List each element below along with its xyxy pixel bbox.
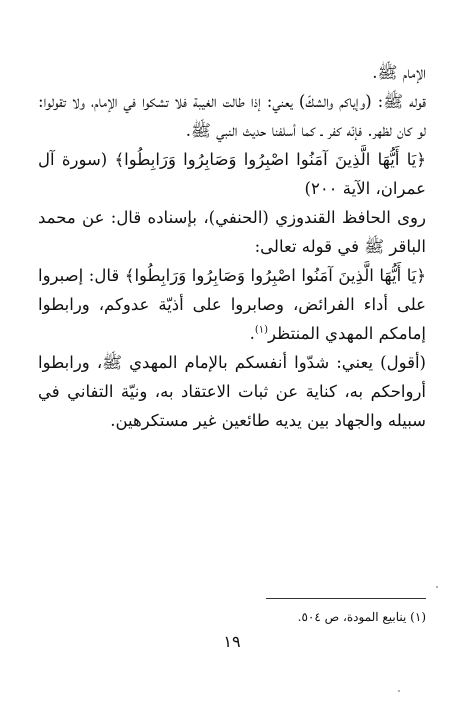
quran-verse-2-with-commentary: ﴿يَا أَيُّهَا الَّذِينَ آمَنُوا اصْبِرُوا وَصَابِرُوا وَرَابِطُوا﴾ قال: إصبروا على أداء الفرائض، وصابروا على أذيّة عدوكم، ورابطوا إمامكم المهدي المنتظر$^{(١)}$. <box>38 266 426 343</box>
scan-speck <box>398 690 400 692</box>
page-number: ١٩ <box>223 632 241 651</box>
paragraph-4: ﴿يَا أَيُّهَا الَّذِينَ آمَنُوا اصْبِرُوا وَصَابِرُوا وَرَابِطُوا﴾ قال: إصبروا على أداء الفرائض، وصابروا على أذيّة عدوكم، ورابطوا إمامكم المهدي المنتظر <box>38 266 426 343</box>
footnote-marker: (١) <box>254 324 269 336</box>
body-text <box>38 58 426 435</box>
paragraph-1: الإمام ﷺ. <box>372 63 426 82</box>
footnote: (١) ينابيع المودة، ص ٥٠٤. <box>297 610 426 624</box>
paragraph-3: روى الحافظ القندوزي (الحنفي)، بإسناده قال: عن محمد الباقر ﷺ في قوله تعالى: <box>38 208 426 256</box>
paragraph-2: قوله ﷺ: (وإياكم والشكّ) يعني: إذا طالت الغيبة فلا تشكوا في الإمام، ولا تقولوا: لو كان لظهر. فإنّه كفر ـ كما أسلفنا حديث النبي ﷺ. <box>38 92 426 140</box>
footnote-divider <box>266 598 426 599</box>
quran-verse-1: ﴿يَا أَيُّهَا الَّذِينَ آمَنُوا اصْبِرُوا وَصَابِرُوا وَرَابِطُوا﴾ (سورة آل عمران، الآية ٢٠٠) <box>38 150 426 198</box>
scan-speck <box>436 586 438 588</box>
paragraph-5: (أقول) يعني: شدّوا أنفسكم بالإمام المهدي ﷺ، ورابطوا أرواحكم به، كناية عن ثبات الاعتقاد به، ونيّة التفاني في سبيله والجهاد بين يديه طائعين غير مستكرهين. <box>38 353 426 430</box>
